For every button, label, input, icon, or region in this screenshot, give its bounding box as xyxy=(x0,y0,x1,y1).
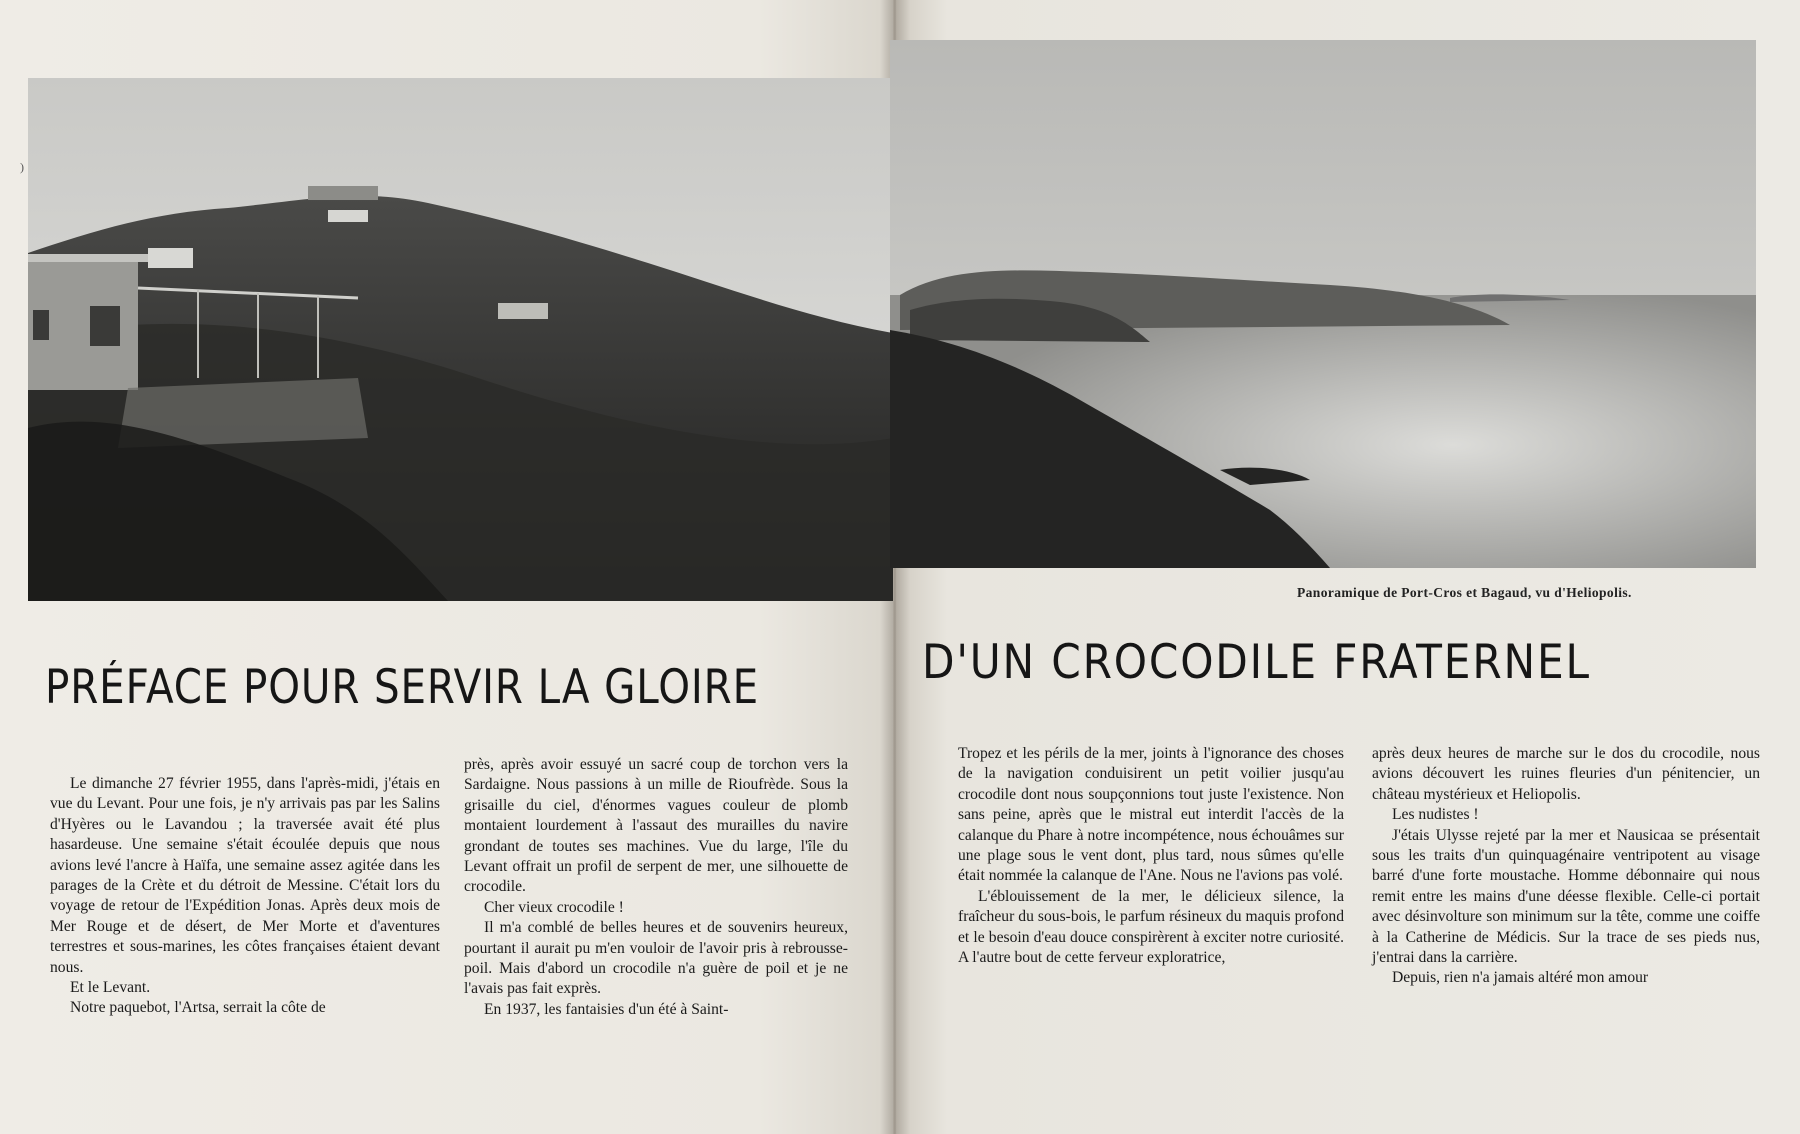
paragraph: Tropez et les périls de la mer, joints à l'ignorance des choses de la navigation conduisirent un petit voilier jusqu'au crocodile dont nous soupçonnions tout juste l'existence. Non sans peine, après que le mistral eut interdit l'accès de la calanque du Phare à notre incompétence, nous échouâmes sur une plage sous le vent dont, plus tard, nous sûmes qu'elle était nommée la calanque de l'Ane. Nous ne l'avions pas volé. xyxy=(958,745,1344,885)
paragraph: près, après avoir essuyé un sacré coup de torchon vers la Sardaigne. Nous passions à un mille de Rioufrède. Sous la grisaille du ciel, d'énormes vagues couleur de plomb montaient lourdement à l'assaut des murailles du navire grondant de toutes ses machines. Vue du large, l'île du Levant offrait un profil de serpent de mer, une silhouette de crocodile. xyxy=(464,756,848,896)
photo-caption: Panoramique de Port-Cros et Bagaud, vu d'Heliopolis. xyxy=(1297,585,1632,600)
paragraph: Depuis, rien n'a jamais altéré mon amour xyxy=(1392,969,1649,987)
paragraph: Le dimanche 27 février 1955, dans l'après-midi, j'étais en vue du Levant. Pour une fois, je n'y arrivais pas par les Salins d'Hyères ou le Lavandou ; la traversée avait été plus hasardeuse. Une semaine s'était écoulée depuis que nous avions levé l'ancre à Haïfa, une semaine assez agitée dans les parages de la Crète et du détroit de Messine. C'était lors du voyage de retour de l'Expédition Jonas. Après deux mois de Mer Rouge et de désert, de Mer Morte et d'aventures terrestres et sous-marines, les côtes françaises étaient devant nous. xyxy=(50,775,440,976)
paragraph: L'éblouissement de la mer, le délicieux silence, la fraîcheur du sous-bois, le parfum résineux du maquis profond et le besoin d'eau douce conspirèrent à exciter notre curiosité. A l'autre bout de cette ferveur exploratrice, xyxy=(958,887,1344,967)
text-column-1 xyxy=(50,774,440,1019)
text-column-4 xyxy=(1372,744,1760,989)
paragraph: Il m'a comblé de belles heures et de souvenirs heureux, pourtant il aurait pu m'en vouloir de l'avoir pris à rebrousse-poil. Mais d'abord un crocodile n'a guère de poil et je ne l'avais pas fait exprès. xyxy=(464,919,848,998)
paragraph: après deux heures de marche sur le dos du crocodile, nous avions découvert les ruines fleuries d'un pénitencier, un château mystérieux et Heliopolis. xyxy=(1372,745,1760,803)
paragraph: Les nudistes ! xyxy=(1392,806,1479,824)
text-column-3 xyxy=(958,744,1344,968)
paragraph: En 1937, les fantaisies d'un été à Saint- xyxy=(484,1000,729,1018)
paragraph: J'étais Ulysse rejeté par la mer et Nausicaa se présentait sous les traits d'un quinquagénaire ventripotent au visage barré d'une forte moustache. Homme débonnaire qui nous remit entre les mains d'une déesse flexible. Celle-ci portait avec désinvolture son minimum sur la tête, comme une coiffe à la Catherine de Médicis. Sur la trace de ses pieds nus, j'entrai dans la carrière. xyxy=(1372,826,1760,967)
margin-mark: ) xyxy=(20,160,24,174)
paragraph: Notre paquebot, l'Artsa, serrait la côte de xyxy=(70,999,326,1017)
text-column-2 xyxy=(464,755,848,1020)
panorama-photo xyxy=(890,40,1756,568)
headline-left: PRÉFACE POUR SERVIR LA GLOIRE xyxy=(45,660,760,715)
paragraph: Et le Levant. xyxy=(70,979,151,997)
paragraph: Cher vieux crocodile ! xyxy=(484,898,624,916)
hillside-photo xyxy=(28,78,893,601)
headline-right: D'UN CROCODILE FRATERNEL xyxy=(922,635,1591,690)
